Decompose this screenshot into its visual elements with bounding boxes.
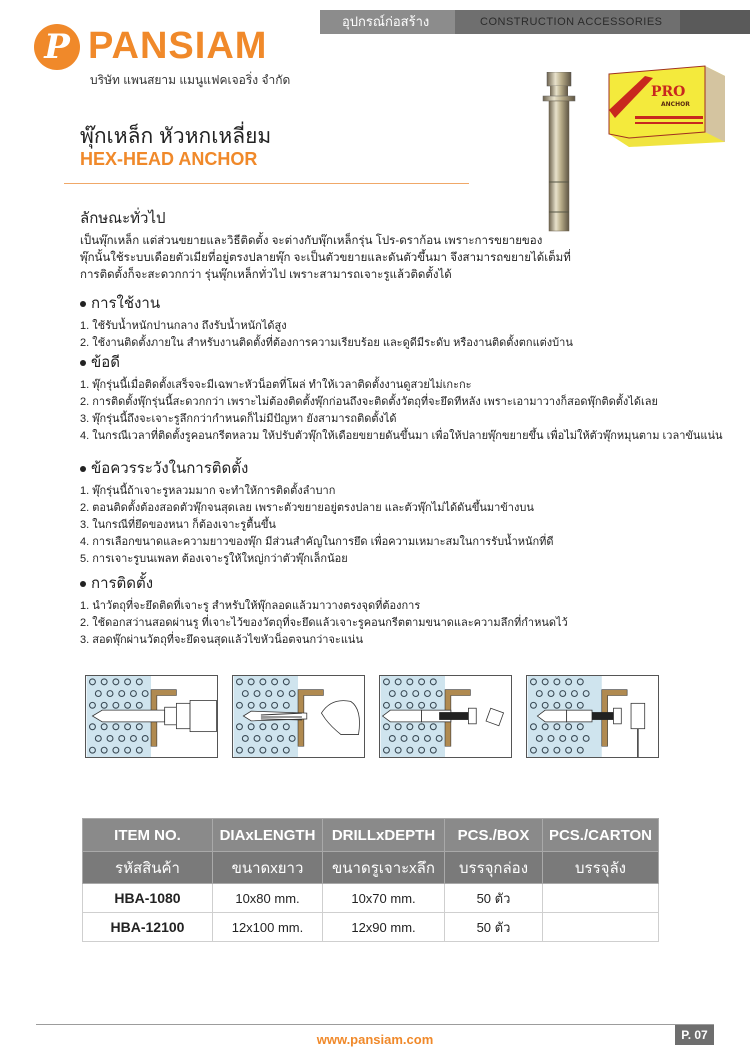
installation-heading: [80, 571, 740, 595]
table-row: [83, 884, 659, 913]
box-label-text: ANCHOR: [661, 101, 690, 108]
overview-line: พุ๊กนั้นใช้ระบบเดือยตัวเมียที่อยู่ตรงปลายพุ๊ก จะเป็นตัวขยายและดันตัวขึ้นมา จึงสามารถขยายได้เต็มที่: [80, 252, 571, 264]
cautions-heading-text: ข้อควรระวังในการติดตั้ง: [91, 460, 249, 477]
usage-item: 1. ใช้รับน้ำหนักปานกลาง ถึงรับน้ำหนักได้สูง: [80, 320, 287, 332]
overview-section: [80, 206, 740, 284]
advantages-heading-text: ข้อดี: [91, 354, 121, 371]
advantage-item: 3. พุ๊กรุ่นนี้ถึงจะเจาะรูลึกกว่ากำหนดก็ไม่มีปัญหา ยังสามารถติดตั้งได้: [80, 413, 397, 425]
title-divider: [64, 183, 469, 184]
product-title-th: พุ๊กเหล็ก หัวหกเหลี่ยม: [80, 125, 272, 148]
category-th: อุปกรณ์ก่อสร้าง: [320, 10, 455, 34]
logo-letter: P: [44, 27, 70, 67]
usage-section: [80, 291, 740, 352]
header-pcs-box-th: บรรจุกล่อง: [445, 852, 543, 884]
product-title-en: HEX-HEAD ANCHOR: [80, 149, 258, 169]
category-bar: [320, 10, 750, 34]
bullet-icon: [80, 360, 86, 366]
installation-section: [80, 571, 740, 649]
step-drill-hole-illustration: [85, 675, 218, 758]
website-link[interactable]: www.pansiam.com: [316, 1032, 434, 1047]
installation-item: 3. สอดพุ๊กผ่านวัตถุที่จะยึดจนสุดแล้วไขหัวน็อตจนกว่าจะแน่น: [80, 634, 363, 646]
installation-item: 2. ใช้ดอกสว่านสอดผ่านรู ที่เจาะไว้ของวัตถุที่จะยึดแล้วเจาะรูคอนกรีตตามขนาดและความลึกที่กำหนดไว้: [80, 617, 568, 629]
caution-item: 3. ในกรณีที่ยึดของหนา ก็ต้องเจาะรูตื้นขึ้น: [80, 519, 276, 531]
cell-dia-length: 10x80 mm.: [213, 884, 323, 913]
pro-anchor-box-image: [605, 62, 727, 147]
advantage-item: 2. การติดตั้งพุ๊กรุ่นนี้สะดวกกว่า เพราะไม่ต้องติดตั้งพุ๊กก่อนถึงจะติดตั้งวัตถุที่จะยึดทีหลัง เพราะเอามาวางก็สอดพุ๊กติดตั้งได้เลย: [80, 396, 658, 408]
advantages-section: [80, 350, 740, 445]
page-number: P. 07: [675, 1025, 714, 1045]
caution-item: 2. ตอนติดตั้งต้องสอดตัวพุ๊กจนสุดเลย เพราะตัวขยายอยู่ตรงปลาย และตัวพุ๊กไม่ได้ดันขึ้นมาข้างบน: [80, 502, 534, 514]
cell-pcs-carton: [543, 884, 659, 913]
table-header-row-th: [83, 852, 659, 884]
bullet-icon: [80, 581, 86, 587]
table-header-row-en: [83, 819, 659, 852]
footer-divider: [36, 1024, 714, 1025]
caution-item: 5. การเจาะรูบนเพลท ต้องเจาะรูให้ใหญ่กว่าตัวพุ๊กเล็กน้อย: [80, 553, 348, 565]
advantages-heading: [80, 350, 740, 374]
logo-p-icon: [34, 24, 80, 70]
step-tighten-nut-illustration: [526, 675, 659, 758]
cell-pcs-box: 50 ตัว: [445, 913, 543, 942]
usage-heading-text: การใช้งาน: [91, 295, 161, 312]
bullet-icon: [80, 301, 86, 307]
bullet-icon: [80, 466, 86, 472]
table-row: [83, 913, 659, 942]
usage-item: 2. ใช้งานติดตั้งภายใน สำหรับงานติดตั้งที่ต้องการความเรียบร้อย และดูดีมีระดับ หรืองานติดตั้งตกแต่งบ้าน: [80, 337, 573, 349]
header-dia-length-th: ขนาดxยาว: [213, 852, 323, 884]
header-dia-length: DIAxLENGTH: [213, 819, 323, 852]
usage-heading: [80, 291, 740, 315]
installation-item: 1. นำวัตถุที่จะยึดติดที่เจาะรู สำหรับให้พุ๊กลอดแล้วมาวางตรงจุดที่ต้องการ: [80, 600, 421, 612]
cautions-section: [80, 456, 740, 568]
step-clean-hole-illustration: [232, 675, 365, 758]
advantage-item: 1. พุ๊กรุ่นนี้เมื่อติดตั้งเสร็จจะมีเฉพาะหัวน็อตที่โผล่ ทำให้เวลาติดตั้งงานดูสวยไม่เกะกะ: [80, 379, 472, 391]
company-name-th: บริษัท แพนสยาม แมนูแฟคเจอริ่ง จำกัด: [90, 73, 291, 87]
cell-pcs-box: 50 ตัว: [445, 884, 543, 913]
category-bar-end: [680, 10, 750, 34]
advantage-item: 4. ในกรณีเวลาที่ติดตั้งรูคอนกรีตหลวม ให้ปรับตัวพุ๊กให้เดือยขยายดันขึ้นมา เพื่อให้ปลายพุ๊กขยายขึ้น เพื่อไม่ให้ตัวพุ๊กหมุนตาม เวลาขันแน่น: [80, 430, 723, 442]
overview-line: เป็นพุ๊กเหล็ก แต่ส่วนขยายและวิธีติดตั้ง จะต่างกับพุ๊กเหล็กรุ่น โปร-ดราก้อน เพราะการขยายของ: [80, 235, 543, 247]
cell-dia-length: 12x100 mm.: [213, 913, 323, 942]
cautions-heading: [80, 456, 740, 480]
overview-line: การติดตั้งก็จะสะดวกกว่า รุ่นพุ๊กเหล็กทั่วไป เพราะสามารถเจาะรูแล้วติดตั้งได้: [80, 269, 452, 281]
header-pcs-box: PCS./BOX: [445, 819, 543, 852]
overview-heading: ลักษณะทั่วไป: [80, 210, 166, 227]
header-item-no: ITEM NO.: [83, 819, 213, 852]
brand-name: PANSIAM: [88, 25, 268, 67]
header-pcs-carton-th: บรรจุลัง: [543, 852, 659, 884]
spec-table: [82, 818, 659, 942]
box-brand-text: PRO: [651, 84, 686, 100]
header-drill-depth-th: ขนาดรูเจาะxลึก: [323, 852, 445, 884]
cell-drill-depth: 10x70 mm.: [323, 884, 445, 913]
cell-drill-depth: 12x90 mm.: [323, 913, 445, 942]
category-en: CONSTRUCTION ACCESSORIES: [455, 10, 680, 34]
step-insert-anchor-illustration: [379, 675, 512, 758]
header-item-no-th: รหัสสินค้า: [83, 852, 213, 884]
header-pcs-carton: PCS./CARTON: [543, 819, 659, 852]
header-drill-depth: DRILLxDEPTH: [323, 819, 445, 852]
installation-heading-text: การติดตั้ง: [91, 575, 154, 592]
caution-item: 1. พุ๊กรุ่นนี้ถ้าเจาะรูหลวมมาก จะทำให้การติดตั้งลำบาก: [80, 485, 336, 497]
cell-item-no: HBA-1080: [83, 884, 213, 913]
cell-pcs-carton: [543, 913, 659, 942]
cell-item-no: HBA-12100: [83, 913, 213, 942]
caution-item: 4. การเลือกขนาดและความยาวของพุ๊ก มีส่วนสำคัญในการยึด เพื่อความเหมาะสมในการรับน้ำหนักที่ดี: [80, 536, 554, 548]
